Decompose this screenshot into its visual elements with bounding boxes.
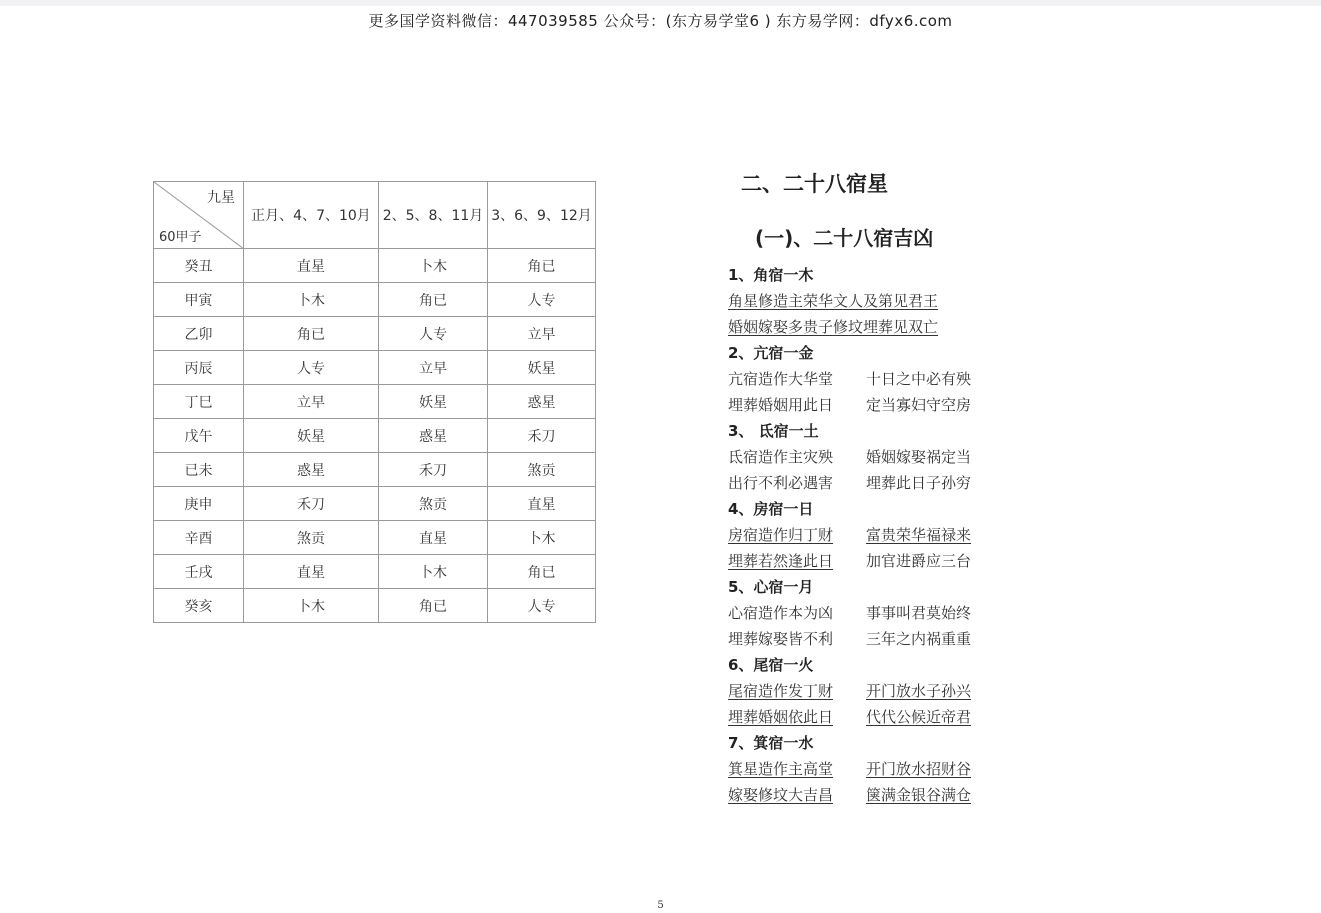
row-label: 丙辰 xyxy=(154,351,244,385)
row-label: 丁巳 xyxy=(154,385,244,419)
table-cell: 人专 xyxy=(244,351,379,385)
verse-line xyxy=(728,548,1028,574)
corner-top-label: 九星 xyxy=(207,190,235,206)
verse-line xyxy=(728,366,1028,392)
table-cell: 惑星 xyxy=(379,419,488,453)
table-row xyxy=(154,385,596,419)
verse-part: 角星修造主荣华文人及第见君王 xyxy=(728,292,939,310)
table-row xyxy=(154,419,596,453)
table-row xyxy=(154,453,596,487)
table-row xyxy=(154,521,596,555)
table-cell: 立早 xyxy=(379,351,488,385)
nine-star-table xyxy=(153,181,596,623)
verse-part: 十日之中必有殃 xyxy=(866,370,972,388)
row-label: 已未 xyxy=(154,453,244,487)
verse-part: 埋葬婚姻用此日 xyxy=(728,396,834,414)
verse-part: 三年之内祸重重 xyxy=(866,630,972,648)
table-row xyxy=(154,487,596,521)
verse-part: 箕星造作主高堂 xyxy=(728,760,834,778)
verse-part: 婚姻嫁娶祸定当 xyxy=(866,448,972,466)
section-title: 二、二十八宿星 xyxy=(741,172,888,196)
table-cell: 人专 xyxy=(488,589,596,623)
verse-part: 开门放水招财谷 xyxy=(866,760,972,778)
table-cell: 煞贡 xyxy=(379,487,488,521)
verse-part: 埋葬婚姻依此日 xyxy=(728,708,834,726)
mansion-title: 2、亢宿一金 xyxy=(728,344,814,362)
verse-line xyxy=(728,314,1028,340)
verse-part: 埋葬若然逢此日 xyxy=(728,552,834,570)
table-cell: 角已 xyxy=(488,249,596,283)
verse-line xyxy=(728,756,1028,782)
table-row xyxy=(154,283,596,317)
verse-part: 埋葬此日子孙穷 xyxy=(866,474,972,492)
verse-line xyxy=(728,444,1028,470)
column-header: 正月、4、7、10月 xyxy=(244,182,379,249)
table-cell: 煞贡 xyxy=(244,521,379,555)
row-label: 壬戌 xyxy=(154,555,244,589)
row-label: 甲寅 xyxy=(154,283,244,317)
verse-line xyxy=(728,626,1028,652)
verse-part: 亢宿造作大华堂 xyxy=(728,370,834,388)
row-label: 戊午 xyxy=(154,419,244,453)
table-cell: 禾刀 xyxy=(488,419,596,453)
verse-line xyxy=(728,288,1028,314)
verse-line xyxy=(728,678,1028,704)
table-cell: 煞贡 xyxy=(488,453,596,487)
table-cell: 立早 xyxy=(244,385,379,419)
mansion-title: 4、房宿一日 xyxy=(728,500,814,518)
table-cell: 卜木 xyxy=(244,589,379,623)
verse-part: 出行不利必遇害 xyxy=(728,474,834,492)
verse-list xyxy=(728,262,1028,808)
verse-line xyxy=(728,522,1028,548)
table-row xyxy=(154,351,596,385)
verse-part: 加官进爵应三台 xyxy=(866,552,972,570)
mansion-title: 5、心宿一月 xyxy=(728,578,814,596)
table-cell: 直星 xyxy=(488,487,596,521)
table-cell: 卜木 xyxy=(488,521,596,555)
verse-part: 氐宿造作主灾殃 xyxy=(728,448,834,466)
mansion-title: 1、角宿一木 xyxy=(728,266,814,284)
table-cell: 卜木 xyxy=(379,555,488,589)
table-cell: 妖星 xyxy=(379,385,488,419)
table-row xyxy=(154,555,596,589)
table-header-row xyxy=(154,182,596,249)
mansion-title: 6、尾宿一火 xyxy=(728,656,814,674)
subsection-title: (一)、二十八宿吉凶 xyxy=(755,226,934,250)
verse-part: 心宿造作本为凶 xyxy=(728,604,834,622)
row-label: 乙卯 xyxy=(154,317,244,351)
verse-part: 箧满金银谷满仓 xyxy=(866,786,972,804)
verse-part: 房宿造作归丁财 xyxy=(728,526,834,544)
table-cell: 直星 xyxy=(244,249,379,283)
verse-line xyxy=(728,704,1028,730)
table-cell: 人专 xyxy=(488,283,596,317)
table-cell: 角已 xyxy=(244,317,379,351)
table-row xyxy=(154,589,596,623)
verse-part: 尾宿造作发丁财 xyxy=(728,682,834,700)
table-cell: 角已 xyxy=(488,555,596,589)
table-cell: 妖星 xyxy=(488,351,596,385)
verse-line xyxy=(728,600,1028,626)
table-cell: 立早 xyxy=(488,317,596,351)
table-cell: 卜木 xyxy=(379,249,488,283)
verse-part: 嫁娶修坟大吉昌 xyxy=(728,786,834,804)
table-cell: 直星 xyxy=(244,555,379,589)
top-band xyxy=(0,0,1321,6)
column-header: 2、5、8、11月 xyxy=(379,182,488,249)
row-label: 辛酉 xyxy=(154,521,244,555)
row-label: 庚申 xyxy=(154,487,244,521)
verse-line xyxy=(728,470,1028,496)
mansion-title: 7、箕宿一水 xyxy=(728,734,814,752)
table-cell: 妖星 xyxy=(244,419,379,453)
table-cell: 角已 xyxy=(379,589,488,623)
verse-part: 埋葬嫁娶皆不利 xyxy=(728,630,834,648)
corner-cell xyxy=(154,182,244,249)
page-header: 更多国学资料微信：447039585 公众号：(东方易学堂6 ) 东方易学网：dfyx6.com xyxy=(368,12,953,30)
table-row xyxy=(154,249,596,283)
verse-part: 婚姻嫁娶多贵子修坟埋葬见双亡 xyxy=(728,318,939,336)
mansion-title: 3、 氐宿一土 xyxy=(728,422,819,440)
verse-part: 代代公候近帝君 xyxy=(866,708,972,726)
verse-part: 开门放水子孙兴 xyxy=(866,682,972,700)
row-label: 癸丑 xyxy=(154,249,244,283)
table-cell: 惑星 xyxy=(244,453,379,487)
table-cell: 人专 xyxy=(379,317,488,351)
table-cell: 角已 xyxy=(379,283,488,317)
verse-part: 定当寡妇守空房 xyxy=(866,396,972,414)
table-cell: 禾刀 xyxy=(244,487,379,521)
row-label: 癸亥 xyxy=(154,589,244,623)
page-number: 5 xyxy=(657,900,664,911)
table-cell: 禾刀 xyxy=(379,453,488,487)
verse-line xyxy=(728,392,1028,418)
column-header: 3、6、9、12月 xyxy=(488,182,596,249)
verse-part: 事事叫君莫始终 xyxy=(866,604,972,622)
table-cell: 卜木 xyxy=(244,283,379,317)
verse-line xyxy=(728,782,1028,808)
verse-part: 富贵荣华福禄来 xyxy=(866,526,972,544)
table-row xyxy=(154,317,596,351)
table-cell: 惑星 xyxy=(488,385,596,419)
table-cell: 直星 xyxy=(379,521,488,555)
corner-bottom-label: 60甲子 xyxy=(159,230,202,245)
